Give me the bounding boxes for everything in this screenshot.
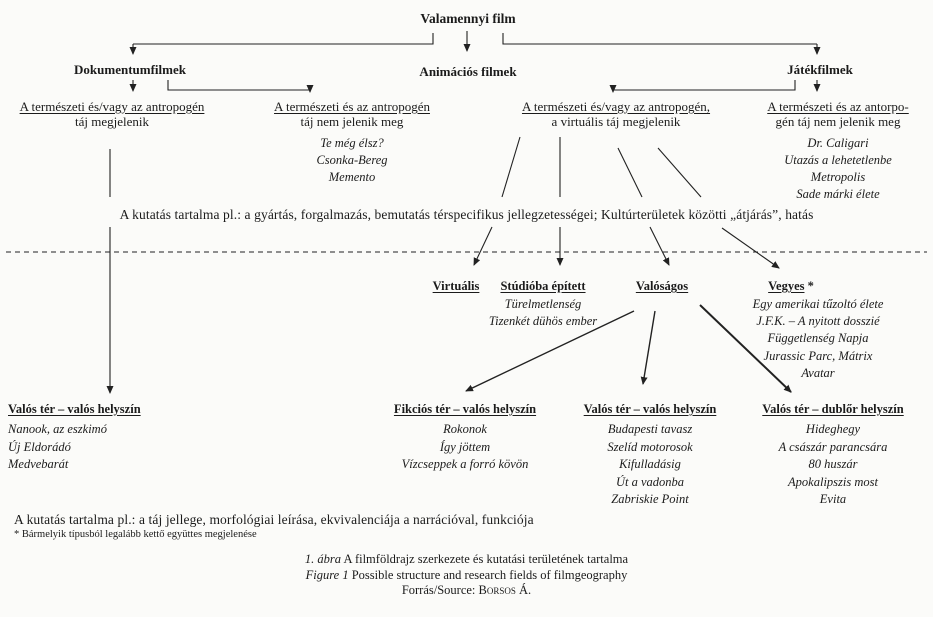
film-title: Rokonok	[443, 422, 487, 436]
film-title: Vízcseppek a forró kövön	[401, 457, 529, 471]
film-list	[274, 135, 430, 186]
source-prefix: Forrás/Source:	[401, 583, 476, 597]
film-title: Avatar	[801, 365, 835, 380]
research-note-top: A kutatás tartalma pl.: a gyártás, forgalmazás, bemutatás térspecifikus jellegzetességei; Kultúrterületek közötti „átjárás”, hatás	[119, 207, 814, 222]
source-initial: Á.	[519, 583, 532, 597]
location-heading: Valós tér – valós helyszín	[583, 402, 717, 416]
connector-documentary-to-absent	[168, 80, 310, 92]
category-landscape-absent-feature	[767, 99, 909, 203]
node-heading: Vegyes	[768, 279, 805, 293]
caption-label-hu: 1. ábra	[304, 552, 342, 566]
caption-label-en: Figure 1	[305, 567, 349, 582]
category-heading: A természeti és az antorpo-	[767, 99, 909, 114]
film-list	[394, 421, 536, 474]
film-title: Hideghegy	[805, 422, 861, 436]
caption-source	[0, 583, 933, 599]
film-title: J.F.K. – A nyitott dosszié	[756, 314, 880, 329]
location-real-real	[584, 402, 717, 509]
location-heading: Fikciós tér – valós helyszín	[393, 402, 537, 416]
connector-slant-real-upper	[618, 148, 642, 197]
footnote-mark: *	[807, 279, 814, 293]
film-title: Metropolis	[810, 170, 866, 184]
category-landscape-present	[20, 99, 205, 129]
caption-text-hu: A filmföldrajz szerkezete és kutatási területének tartalma	[343, 552, 629, 566]
category-heading: A természeti és/vagy az antropogén	[19, 99, 205, 114]
film-list	[489, 296, 597, 329]
node-mixed-space	[768, 279, 814, 293]
node-root: Valamennyi film	[420, 11, 516, 26]
film-title: Kifulladásig	[619, 457, 681, 471]
node-heading: Stúdióba épített	[500, 279, 586, 293]
caption-english	[0, 568, 933, 584]
film-list	[762, 421, 903, 509]
film-title: Egy amerikai tűzoltó élete	[752, 297, 884, 311]
location-real-double	[762, 402, 903, 509]
node-feature-films: Játékfilmek	[787, 62, 853, 77]
footnote: * Bármelyik típusból legalább kettő együttes megjelenése	[14, 529, 257, 540]
node-studio-space	[489, 279, 597, 329]
location-fiction-real	[394, 402, 536, 474]
film-title: Nanook, az eszkimó	[8, 422, 107, 436]
connector-to-virtual	[474, 227, 492, 265]
film-title: Csonka-Bereg	[316, 153, 388, 167]
category-virtual-landscape-present	[522, 99, 710, 129]
category-heading-line2: táj nem jelenik meg	[300, 114, 404, 129]
film-title: Utazás a lehetetlenbe	[784, 153, 892, 167]
node-real-space: Valóságos	[635, 279, 689, 293]
film-title: Sade márki élete	[796, 187, 880, 201]
film-list	[584, 421, 717, 509]
connector-to-real	[650, 227, 669, 265]
location-heading: Valós tér – valós helyszín	[8, 402, 141, 416]
caption-hungarian	[0, 552, 933, 568]
connector-slant-virtual-upper	[502, 137, 520, 197]
film-title: Szelíd motorosok	[607, 439, 693, 454]
film-title: Dr. Caligari	[807, 136, 869, 150]
film-title: A császár parancsára	[778, 439, 888, 454]
film-title: Függetlenség Napja	[767, 331, 869, 346]
category-heading: A természeti és az antropogén	[274, 99, 430, 114]
category-heading-line2: gén táj nem jelenik meg	[775, 114, 901, 129]
location-heading: Valós tér – dublőr helyszín	[762, 402, 904, 416]
film-title: Te még élsz?	[320, 136, 384, 150]
film-list	[8, 421, 141, 474]
location-real-real-doc	[8, 402, 141, 474]
film-title: Út a vadonba	[615, 474, 685, 489]
film-title: Apokalipszis most	[788, 474, 878, 489]
film-title: Tizenkét dühös ember	[488, 313, 598, 328]
source-author: Borsos	[478, 583, 516, 597]
film-title: Zabriskie Point	[611, 492, 689, 506]
connector-real-to-real-real	[643, 311, 655, 384]
connector-root-left-rail	[133, 33, 433, 44]
film-title: Budapesti tavasz	[607, 422, 693, 436]
film-title: Medvebarát	[8, 457, 69, 471]
film-list-mixed	[753, 296, 884, 382]
node-documentary-films: Dokumentumfilmek	[74, 62, 186, 77]
film-title: Jurassic Parc, Mátrix	[763, 348, 873, 363]
film-title: 80 huszár	[808, 457, 858, 471]
film-title: Evita	[819, 492, 847, 506]
connector-to-mixed	[722, 228, 779, 268]
node-animation-films: Animációs filmek	[419, 64, 517, 79]
film-title: Új Eldorádó	[8, 439, 71, 454]
caption-text-en: Possible structure and research fields of filmgeography	[351, 567, 628, 582]
figure-caption	[0, 552, 933, 599]
film-title: Memento	[328, 170, 376, 184]
connector-root-right-rail	[503, 33, 817, 44]
film-title: Türelmetlenség	[504, 297, 582, 311]
category-heading-line2: táj megjelenik	[74, 114, 150, 129]
category-landscape-absent-doc	[274, 99, 430, 186]
film-title: Így jöttem	[439, 439, 491, 454]
connector-slant-mixed-upper	[658, 148, 701, 197]
category-heading-line2: a virtuális táj megjelenik	[551, 114, 681, 129]
connector-feature-to-virtual-present	[613, 80, 795, 92]
film-list	[767, 135, 909, 203]
research-note-bottom: A kutatás tartalma pl.: a táj jellege, morfológiai leírása, ekvivalenciája a narrációval, funkciója	[14, 512, 534, 527]
category-heading: A természeti és/vagy az antropogén,	[521, 99, 711, 114]
node-virtual-space: Virtuális	[432, 279, 480, 293]
